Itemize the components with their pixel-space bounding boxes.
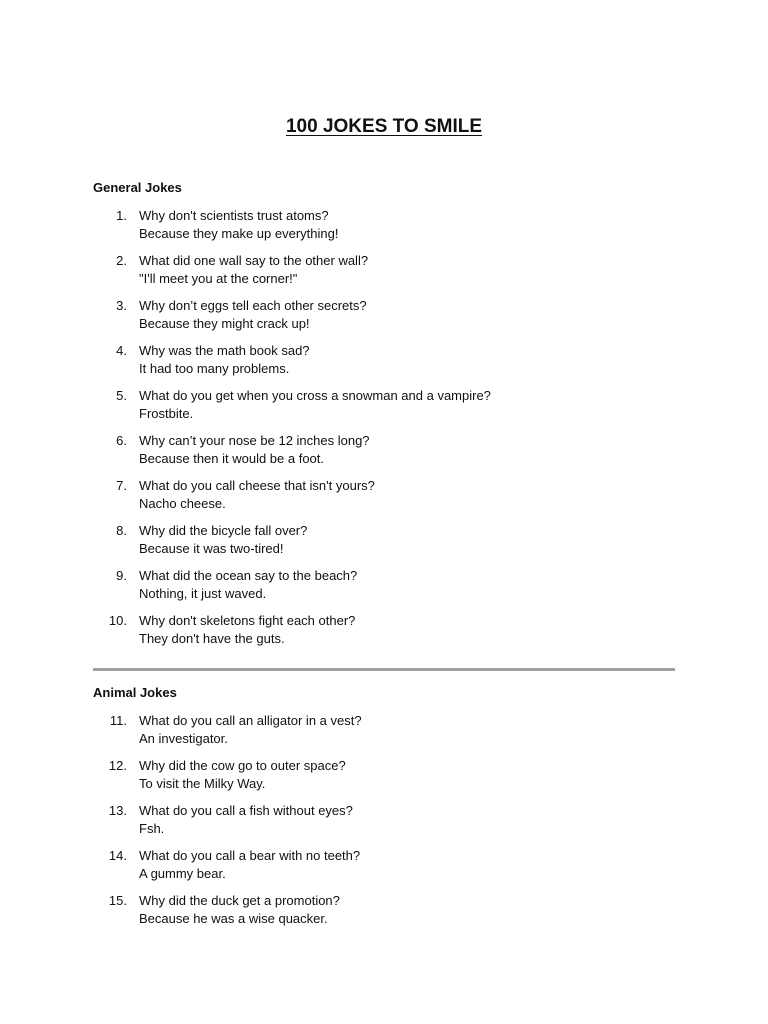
joke-question: Why did the duck get a promotion? <box>139 893 340 908</box>
joke-number: 11. <box>109 713 127 728</box>
joke-question: Why did the cow go to outer space? <box>139 758 346 773</box>
joke-number: 15. <box>108 893 127 908</box>
joke-answer: It had too many problems. <box>139 361 290 376</box>
joke-number: 6. <box>116 433 127 448</box>
joke-number: 4. <box>116 343 127 358</box>
joke-question: What do you get when you cross a snowman and a vampire? <box>139 388 491 403</box>
list-item <box>93 252 693 297</box>
list-item <box>93 522 693 567</box>
joke-number: 7. <box>116 478 127 493</box>
joke-answer: Nacho cheese. <box>139 496 226 511</box>
list-item <box>93 802 693 847</box>
joke-question: What do you call an alligator in a vest? <box>139 713 362 728</box>
list-item <box>93 757 693 802</box>
list-item <box>93 432 693 477</box>
joke-question: Why don’t eggs tell each other secrets? <box>139 298 367 313</box>
joke-question: What do you call a bear with no teeth? <box>139 848 361 863</box>
joke-question: What did the ocean say to the beach? <box>139 568 358 583</box>
list-item <box>93 477 693 522</box>
list-item <box>93 892 693 937</box>
joke-question: What did one wall say to the other wall? <box>139 253 369 268</box>
joke-question: What do you call a fish without eyes? <box>139 803 353 818</box>
joke-list-general <box>93 207 693 657</box>
page-title: 100 JOKES TO SMILE <box>285 116 483 137</box>
joke-question: Why don't scientists trust atoms? <box>139 208 329 223</box>
joke-number: 3. <box>116 298 127 313</box>
joke-number: 13. <box>108 803 127 818</box>
section-heading-general: General Jokes <box>93 180 182 195</box>
joke-answer: Frostbite. <box>139 406 194 421</box>
joke-question: Why was the math book sad? <box>139 343 310 358</box>
list-item <box>93 207 693 252</box>
joke-number: 1. <box>116 208 127 223</box>
list-item <box>93 387 693 432</box>
joke-answer: Nothing, it just waved. <box>139 586 267 601</box>
joke-answer: Because they might crack up! <box>139 316 310 331</box>
joke-number: 14. <box>108 848 127 863</box>
joke-number: 5. <box>116 388 127 403</box>
section-divider <box>93 668 675 671</box>
joke-number: 12. <box>108 758 127 773</box>
joke-question: Why did the bicycle fall over? <box>139 523 308 538</box>
joke-answer: Because it was two-tired! <box>139 541 284 556</box>
joke-answer: "I'll meet you at the corner!" <box>139 271 298 286</box>
joke-number: 2. <box>116 253 127 268</box>
joke-question: What do you call cheese that isn't yours? <box>139 478 375 493</box>
joke-number: 10. <box>108 613 127 628</box>
list-item <box>93 342 693 387</box>
joke-number: 8. <box>116 523 127 538</box>
list-item <box>93 847 693 892</box>
joke-question: Why don't skeletons fight each other? <box>139 613 356 628</box>
joke-answer: A gummy bear. <box>139 866 226 881</box>
joke-number: 9. <box>116 568 127 583</box>
section-heading-animal: Animal Jokes <box>93 685 177 700</box>
list-item <box>93 712 693 757</box>
joke-answer: An investigator. <box>139 731 228 746</box>
list-item <box>93 297 693 342</box>
joke-answer: Fsh. <box>139 821 165 836</box>
joke-question: Why can’t your nose be 12 inches long? <box>139 433 370 448</box>
list-item <box>93 612 693 657</box>
joke-answer: Because then it would be a foot. <box>139 451 325 466</box>
list-item <box>93 567 693 612</box>
joke-answer: They don't have the guts. <box>139 631 285 646</box>
joke-answer: Because he was a wise quacker. <box>139 911 328 926</box>
joke-list-animal <box>93 712 693 937</box>
joke-answer: Because they make up everything! <box>139 226 339 241</box>
joke-answer: To visit the Milky Way. <box>139 776 266 791</box>
